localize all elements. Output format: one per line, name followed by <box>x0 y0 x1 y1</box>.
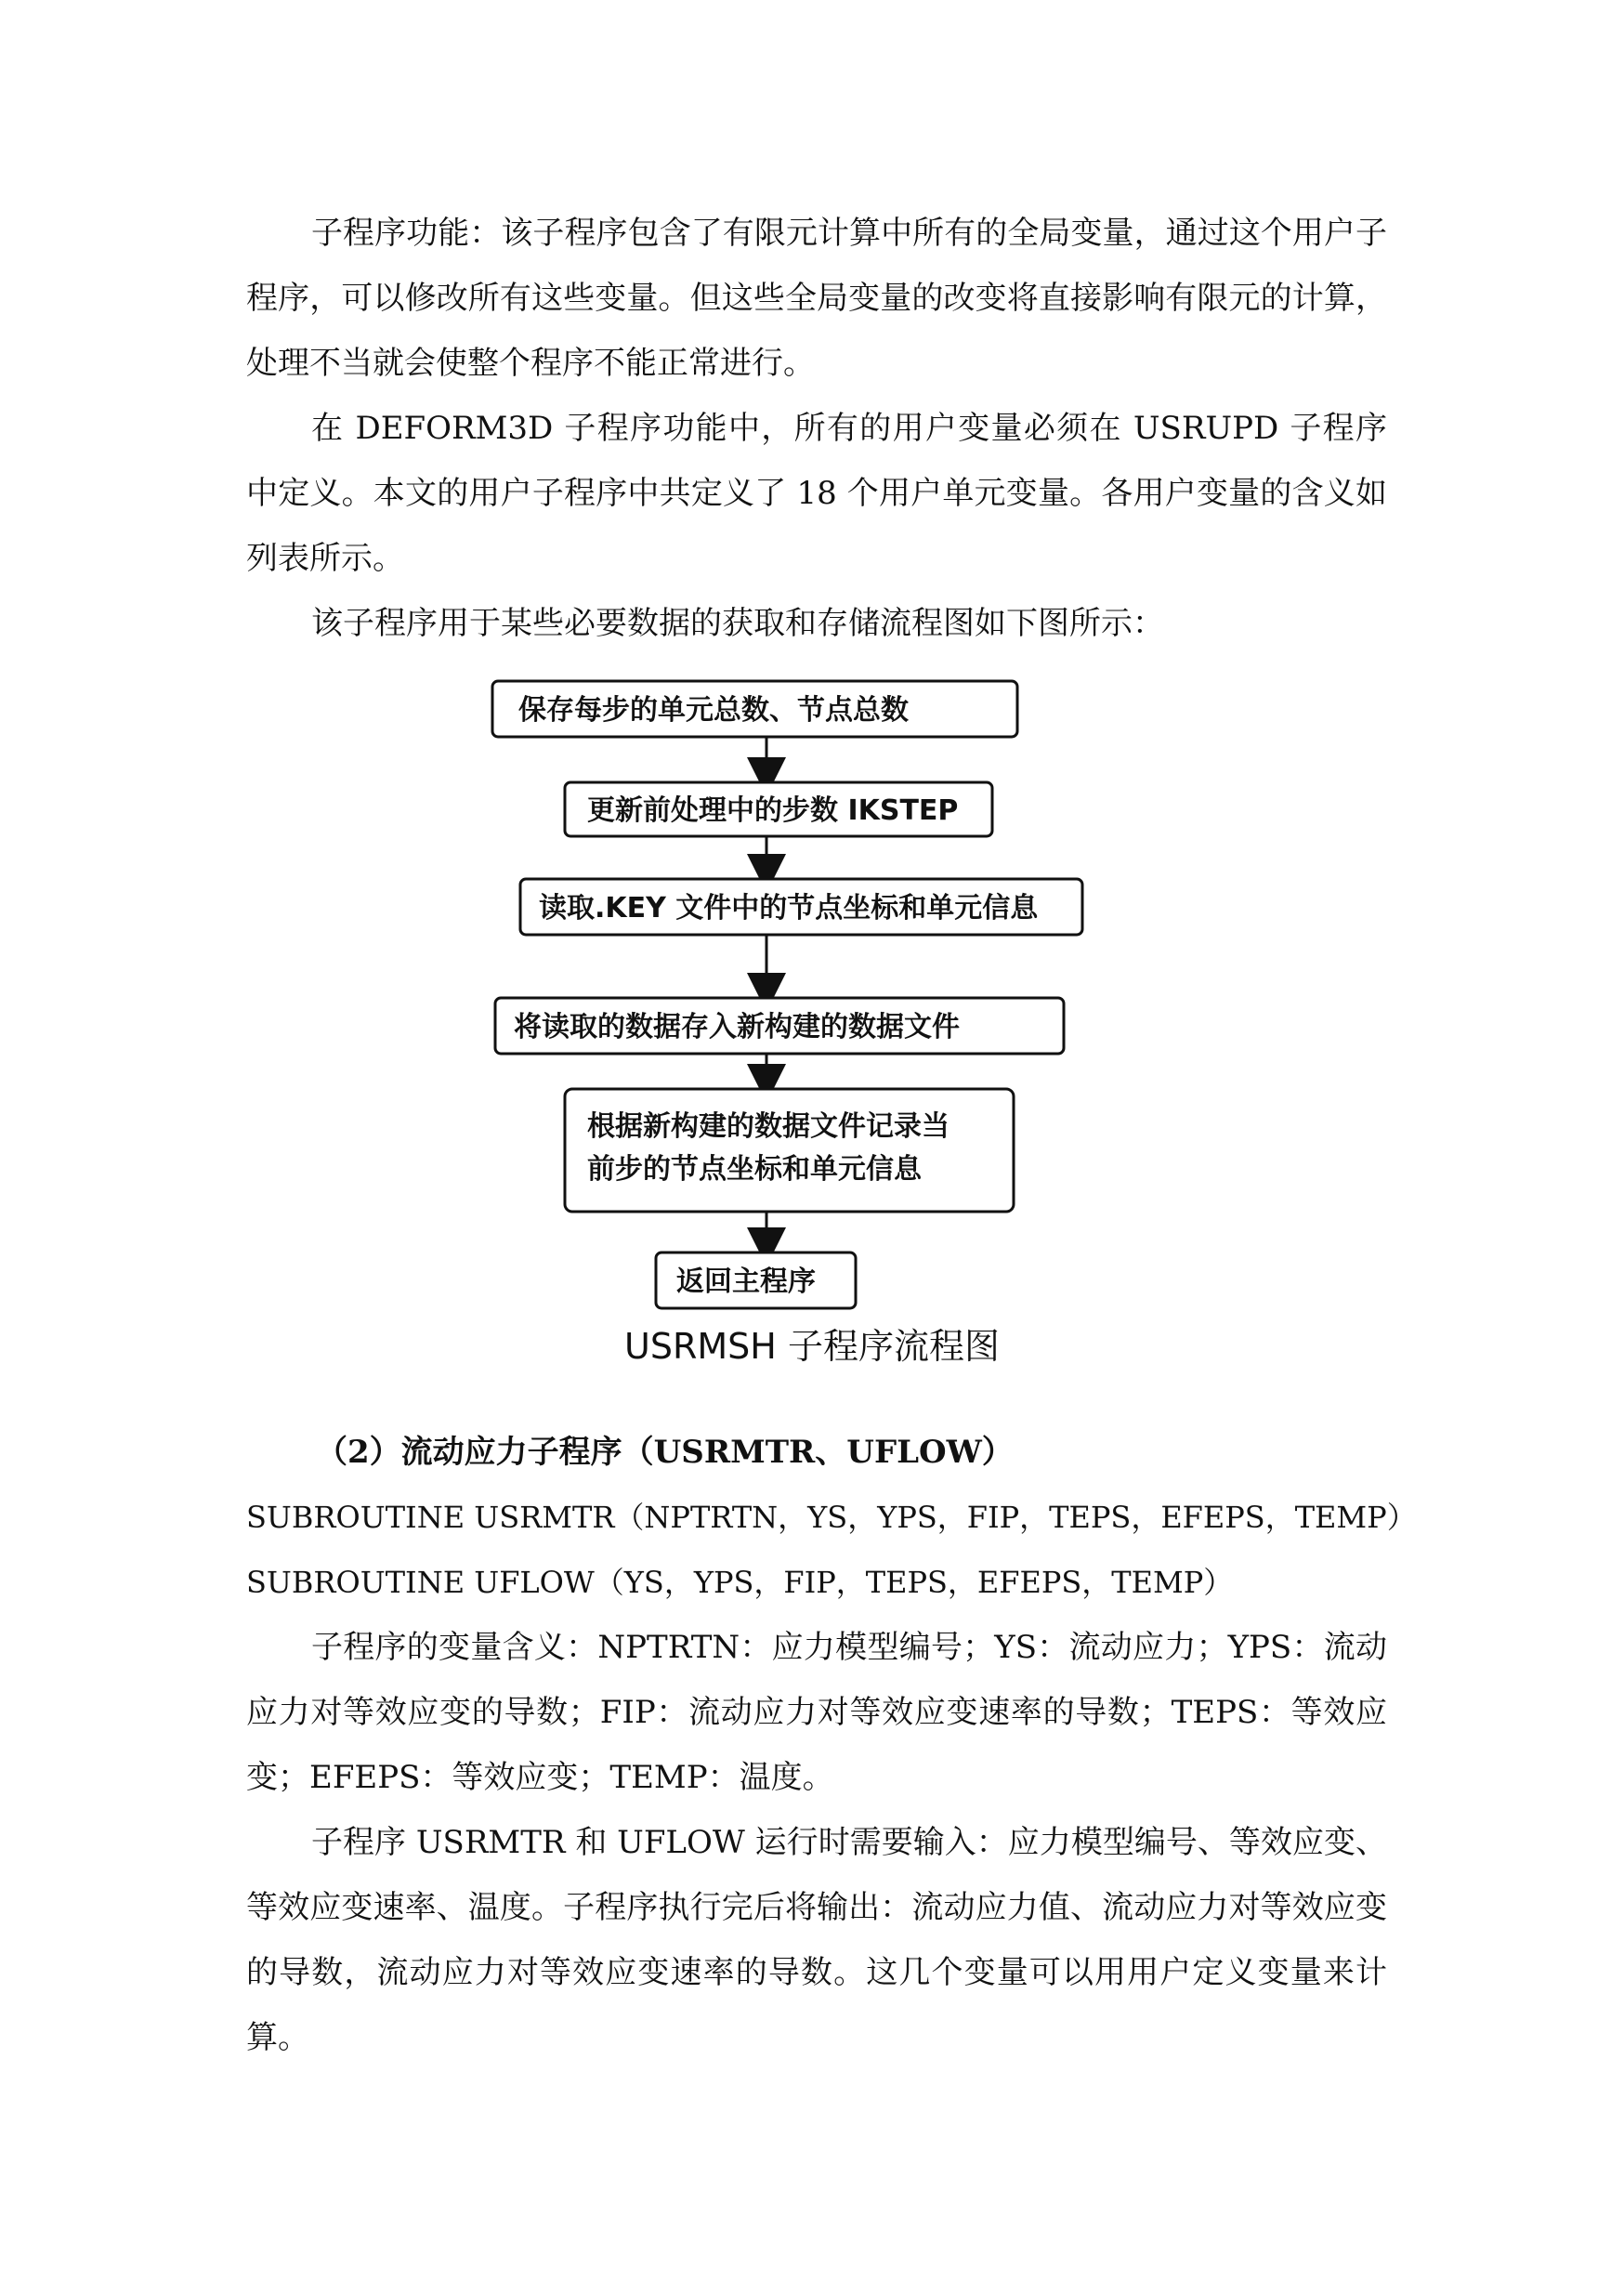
flowchart-caption: USRMSH 子程序流程图 <box>624 1326 1000 1367</box>
code-uflow: SUBROUTINE UFLOW（YS，YPS，FIP，TEPS，EFEPS，TEMP） <box>246 1565 1234 1600</box>
flow-step-5-line-2: 前步的节点坐标和单元信息 <box>587 1153 922 1186</box>
paragraph-io: 子程序 USRMTR 和 UFLOW 运行时需要输入：应力模型编号、等效应变、等效应变速率、温度。子程序执行完后将输出：流动应力值、流动应力对等效应变的导数，流动应力对等效应变速率的导数。这几个变量可以用用户定义变量来计算。 <box>246 1824 1387 2056</box>
paragraph-usrupd: 在 DEFORM3D 子程序功能中，所有的用户变量必须在 USRUPD 子程序中定义。本文的用户子程序中共定义了 18 个用户单元变量。各用户变量的含义如列表所示。 <box>246 410 1387 577</box>
paragraph-flow-intro: 该子程序用于某些必要数据的获取和存储流程图如下图所示： <box>311 605 1164 642</box>
flow-box-5 <box>565 1089 1014 1212</box>
flow-step-1: 保存每步的单元总数、节点总数 <box>518 694 909 727</box>
paragraph-function: 子程序功能：该子程序包含了有限元计算中所有的全局变量，通过这个用户子程序，可以修改所有这些变量。但这些全局变量的改变将直接影响有限元的计算，处理不当就会使整个程序不能正常进行。 <box>246 215 1387 382</box>
paragraph-variables: 子程序的变量含义：NPTRTN：应力模型编号；YS：流动应力；YPS：流动应力对等效应变的导数；FIP：流动应力对等效应变速率的导数；TEPS：等效应变；EFEPS：等效应变；TEMP：温度。 <box>246 1629 1387 1796</box>
flow-step-4: 将读取的数据存入新构建的数据文件 <box>514 1011 960 1043</box>
flow-step-5-line-1: 根据新构建的数据文件记录当 <box>587 1110 950 1143</box>
code-usrmtr: SUBROUTINE USRMTR（NPTRTN，YS，YPS，FIP，TEPS，EFEPS，TEMP） <box>246 1500 1417 1535</box>
flow-step-2: 更新前处理中的步数 IKSTEP <box>587 794 959 827</box>
section-heading: （2）流动应力子程序（USRMTR、UFLOW） <box>316 1434 1014 1471</box>
flow-step-3: 读取.KEY 文件中的节点坐标和单元信息 <box>539 892 1039 925</box>
flow-step-6: 返回主程序 <box>676 1266 816 1298</box>
